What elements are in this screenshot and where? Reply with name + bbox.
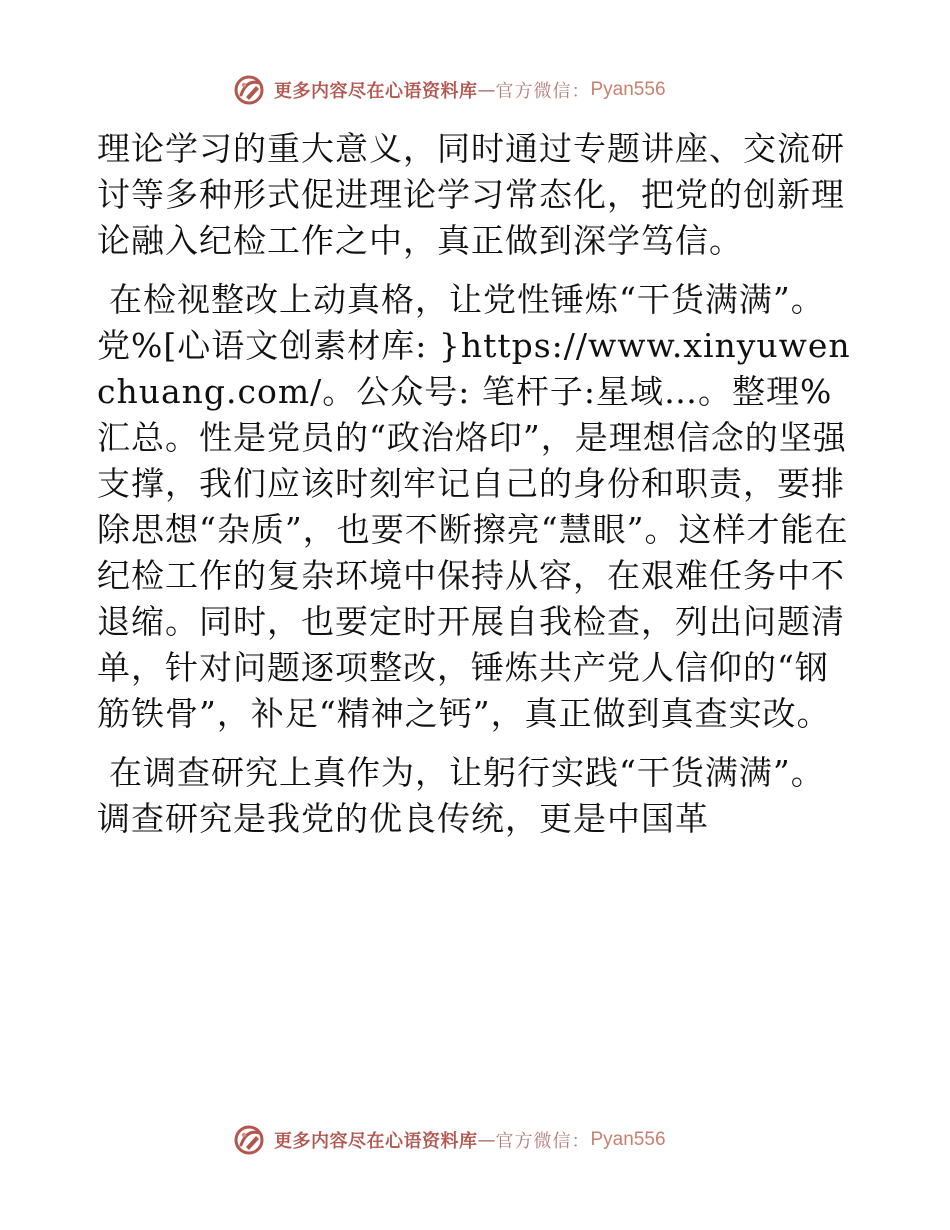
banner-tail-text: 官方微信： xyxy=(495,1131,591,1152)
banner-wechat-handle: Pyan556 xyxy=(590,1129,666,1150)
banner-lead-text: 更多内容尽在心语资料库 xyxy=(274,1131,478,1152)
document-body xyxy=(97,126,857,855)
banner-lead-text: 更多内容尽在心语资料库 xyxy=(274,81,478,102)
banner-dash: — xyxy=(477,1129,496,1151)
banner-tail-text: 官方微信： xyxy=(495,81,591,102)
paragraph-3: 在调查研究上真作为，让躬行实践“干货满满”。调查研究是我党的优良传统，更是中国革 xyxy=(97,753,825,838)
banner-wechat-handle: Pyan556 xyxy=(590,79,666,100)
pen-swirl-logo-icon xyxy=(232,73,266,107)
header-banner[interactable] xyxy=(232,70,712,110)
footer-banner[interactable] xyxy=(232,1120,712,1160)
paragraph-1: 理论学习的重大意义，同时通过专题讲座、交流研讨等多种形式促进理论学习常态化，把党的创新理论融入纪检工作之中，真正做到深学笃信。 xyxy=(97,129,845,260)
paragraph-2: 在检视整改上动真格，让党性锤炼“干货满满”。党%[心语文创素材库: }https://www.xinyuwenchuang.com/。公众号: 笔杆子:星域…。整理%汇总。性是党员的“政治烙印”，是理想信念的坚强支撑，我们应该时刻牢记自己的身份和职责，要排除思想“杂质”，也要不断擦亮“慧眼”。这样才能在纪检工作的复杂环境中保持从容，在艰难任务中不退缩。同时，也要定时开展自我检查，列出问题清单，针对问题逐项整改，锤炼共产党人信仰的“钢筋铁骨”，补足“精神之钙”，真正做到真查实改。 xyxy=(97,280,851,733)
banner-dash: — xyxy=(477,79,496,101)
pen-swirl-logo-icon xyxy=(232,1123,266,1157)
